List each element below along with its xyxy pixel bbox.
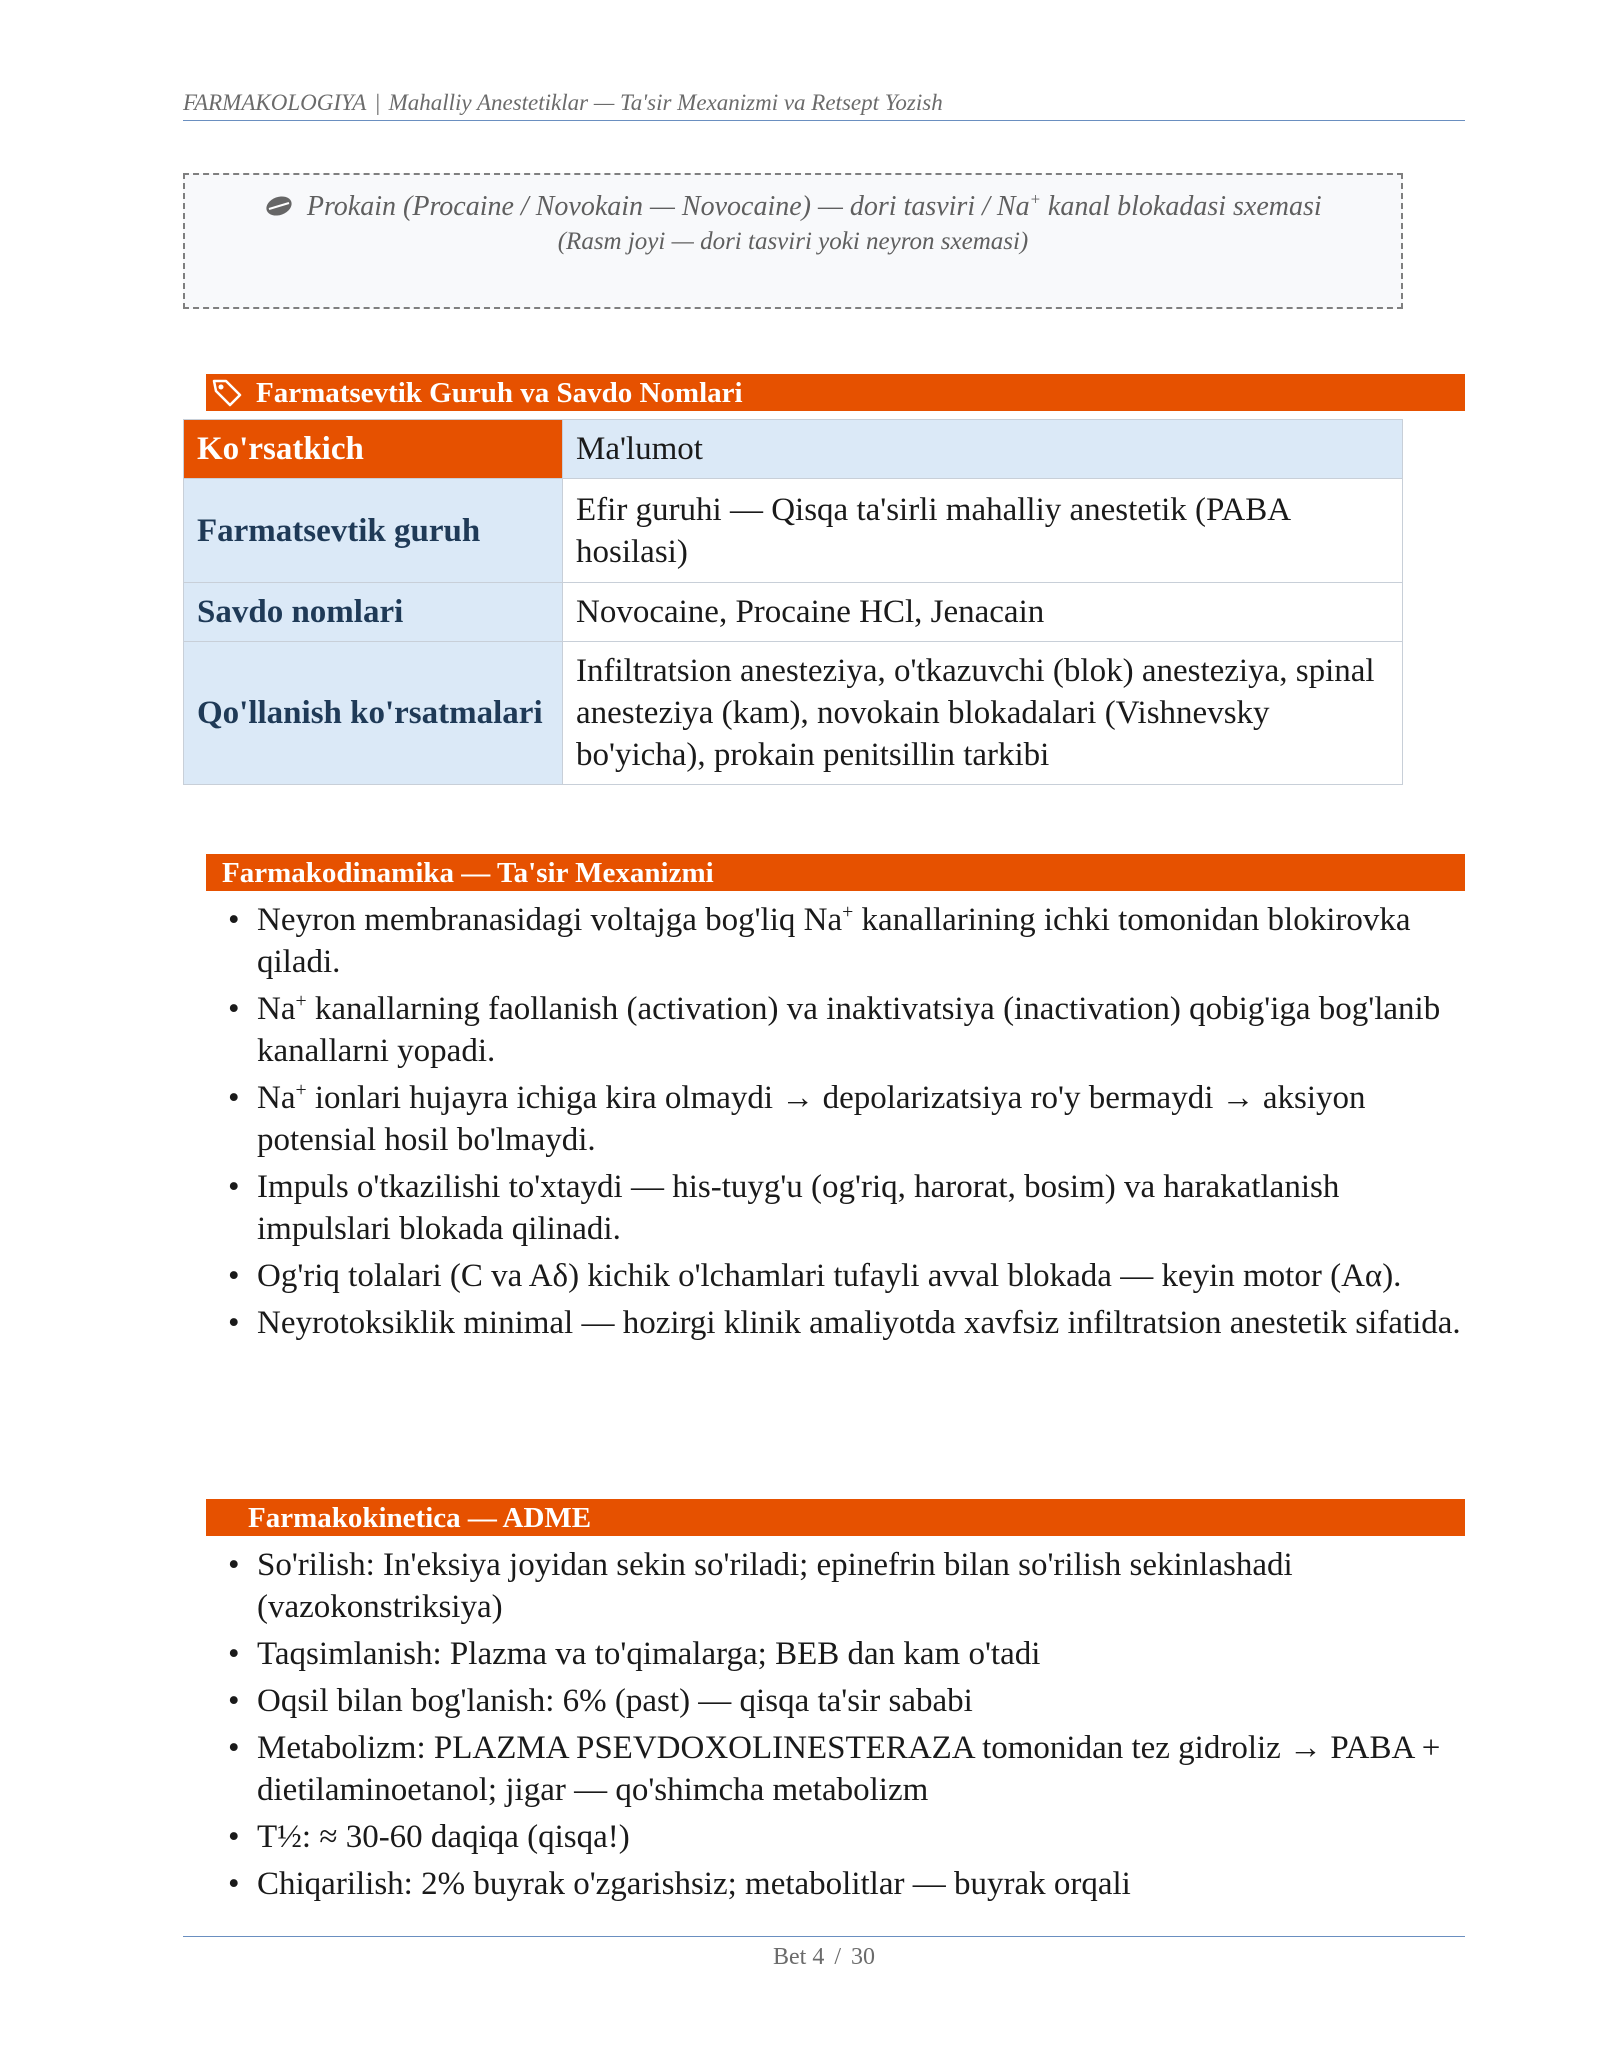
table-header-row: [184, 420, 1403, 479]
tag-icon: [210, 374, 244, 412]
list-item: • Na+ kanallarning faollanish (activation) va inaktivatsiya (inactivation) qobig'iga bog'lanib kanallarni yopadi.: [206, 988, 1465, 1072]
page-number-label: Bet 4: [773, 1944, 825, 1970]
list-item: • Impuls o'tkazilishi to'xtaydi — his-tuyg'u (og'riq, harorat, bosim) va harakatlanish impulslari blokada qilinadi.: [206, 1166, 1465, 1250]
table-row: [184, 583, 1403, 642]
table-cell-key: Farmatsevtik guruh: [184, 479, 563, 583]
list-item: • Neyrotoksiklik minimal — hozirgi klinik amaliyotda xavfsiz infiltratsion anestetik sifatida.: [206, 1302, 1465, 1344]
list-item: • So'rilish: In'eksiya joyidan sekin so'riladi; epinefrin bilan so'rilish sekinlashadi (vazokonstriksiya): [206, 1544, 1465, 1628]
figure-caption-part1: Prokain (Procaine / Novokain — Novocaine) — dori tasviri / Na: [306, 191, 1030, 222]
section-band-pharmacokinetics: [206, 1499, 1465, 1536]
table-cell-key: Qo'llanish ko'rsatmalari: [184, 642, 563, 785]
page-header: [183, 90, 1465, 121]
list-item: • Metabolizm: PLAZMA PSEVDOXOLINESTERAZA tomonidan tez gidroliz → PABA + dietilaminoetanol; jigar — qo'shimcha metabolizm: [206, 1727, 1465, 1811]
list-item: • Neyron membranasidagi voltajga bog'liq Na+ kanallarining ichki tomonidan blokirovka qiladi.: [206, 899, 1465, 983]
list-item: • Chiqarilish: 2% buyrak o'zgarishsiz; metabolitlar — buyrak orqali: [206, 1863, 1465, 1905]
table-cell-value: Efir guruhi — Qisqa ta'sirli mahalliy anestetik (PABA hosilasi): [563, 479, 1403, 583]
table-header-value: Ma'lumot: [563, 420, 1403, 479]
header-topic: Mahalliy Anestetiklar — Ta'sir Mexanizmi va Retsept Yozish: [388, 90, 943, 115]
section-title-group: Farmatsevtik Guruh va Savdo Nomlari: [256, 377, 743, 409]
table-cell-value: Novocaine, Procaine HCl, Jenacain: [563, 583, 1403, 642]
section-title-pharmacokinetics: Farmakokinetica — ADME: [248, 1502, 592, 1534]
table-cell-value: Infiltratsion anesteziya, o'tkazuvchi (blok) anesteziya, spinal anesteziya (kam), novokain blokadalari (Vishnevsky bo'yicha), prokain penitsillin tarkibi: [563, 642, 1403, 785]
table-cell-key: Savdo nomlari: [184, 583, 563, 642]
figure-caption-sup: +: [1029, 189, 1041, 209]
list-item: • T½: ≈ 30-60 daqiqa (qisqa!): [206, 1816, 1465, 1858]
section-band-group: [206, 374, 1465, 411]
figure-subcaption: (Rasm joyi — dori tasviri yoki neyron sxemasi): [557, 228, 1029, 255]
section-band-pharmacodynamics: [206, 854, 1465, 891]
pharmacokinetics-list: [206, 1544, 1465, 1910]
info-table: [183, 419, 1403, 785]
pharmacodynamics-list: [206, 899, 1465, 1349]
table-row: [184, 642, 1403, 785]
header-separator: |: [374, 90, 381, 115]
figure-caption-part2: kanal blokadasi sxemasi: [1040, 191, 1322, 222]
table-header-key: Ko'rsatkich: [184, 420, 563, 479]
page-footer: [183, 1936, 1465, 1971]
pill-icon: [264, 192, 301, 221]
figure-placeholder: [183, 173, 1403, 309]
header-subject: FARMAKOLOGIYA: [183, 90, 367, 115]
section-title-pharmacodynamics: Farmakodinamika — Ta'sir Mexanizmi: [222, 857, 714, 889]
figure-caption: [185, 189, 1401, 225]
list-item: • Taqsimlanish: Plazma va to'qimalarga; BEB dan kam o'tadi: [206, 1633, 1465, 1675]
list-item: • Na+ ionlari hujayra ichiga kira olmaydi → depolarizatsiya ro'y bermaydi → aksiyon potensial hosil bo'lmaydi.: [206, 1077, 1465, 1161]
page-number-separator: /: [834, 1944, 841, 1970]
list-item: • Oqsil bilan bog'lanish: 6% (past) — qisqa ta'sir sababi: [206, 1680, 1465, 1722]
page-total: 30: [851, 1944, 875, 1970]
list-item: • Og'riq tolalari (C va Aδ) kichik o'lchamlari tufayli avval blokada — keyin motor (Aα).: [206, 1255, 1465, 1297]
table-row: [184, 479, 1403, 583]
